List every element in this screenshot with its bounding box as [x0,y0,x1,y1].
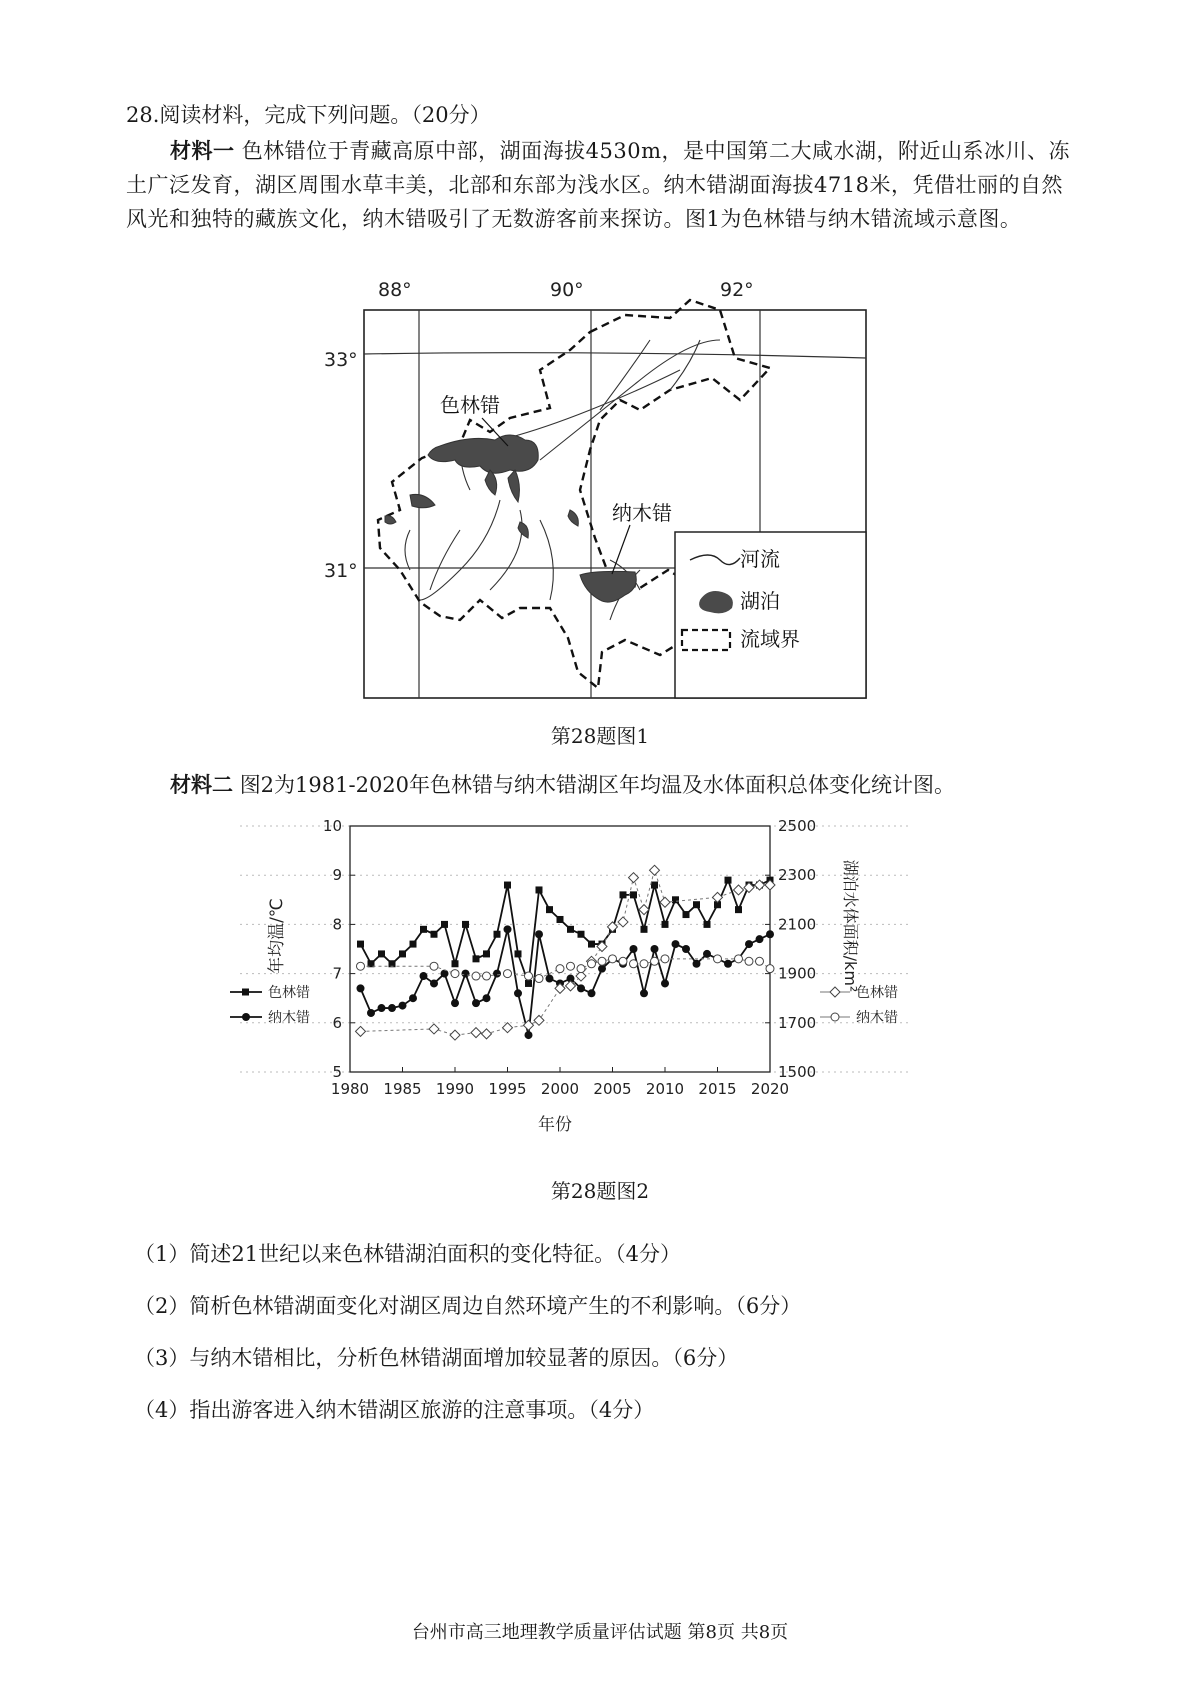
data-point-square [693,901,700,908]
data-point-circle [430,979,438,987]
data-point-circle [682,945,690,953]
data-point-circle [745,940,753,948]
data-point-open-circle [577,965,585,973]
data-point-circle [703,950,711,958]
data-point-circle [756,935,764,943]
data-point-circle [399,1002,407,1010]
data-point-circle [651,945,659,953]
data-point-open-circle [651,957,659,965]
data-point-square [620,891,627,898]
data-point-square [588,941,595,948]
data-point-circle [493,970,501,978]
data-point-square [536,886,543,893]
data-point-open-circle [567,962,575,970]
material-two [170,768,955,802]
data-point-square [630,891,637,898]
data-point-square [515,950,522,957]
data-point-diamond [629,873,639,883]
legend-boundary-label: 流域界 [740,627,800,651]
data-point-diamond [534,1015,544,1025]
data-point-circle [724,960,732,968]
y-right-tick-label: 1500 [778,1063,817,1081]
data-point-circle [504,925,512,933]
data-point-open-circle [714,955,722,963]
lon-label-88: 88° [378,279,412,301]
data-point-square [431,931,438,938]
y-left-tick-label: 10 [322,817,342,835]
data-point-circle [483,994,491,1002]
question-3: （3）与纳木错相比，分析色林错湖面增加较显著的原因。（6分） [134,1346,739,1370]
data-point-open-circle [483,972,491,980]
lake1-label: 色林错 [440,393,500,417]
material-one [126,134,1076,236]
question-4: （4）指出游客进入纳木错湖区旅游的注意事项。（4分） [134,1398,655,1422]
data-point-square [546,906,553,913]
data-point-circle [514,989,522,997]
data-point-diamond [429,1024,439,1034]
data-point-square [651,882,658,889]
x-tick-label: 2005 [593,1080,632,1098]
data-point-square [441,921,448,928]
x-tick-label: 1995 [488,1080,527,1098]
data-point-circle [525,1031,533,1039]
data-point-square [357,941,364,948]
data-point-circle [693,960,701,968]
data-point-open-circle [756,957,764,965]
data-point-diamond [618,917,628,927]
data-point-open-circle [745,957,753,965]
x-tick-label: 2020 [750,1080,790,1098]
question-1: （1）简述21世纪以来色林错湖泊面积的变化特征。（4分） [134,1242,681,1266]
data-point-circle [630,945,638,953]
data-point-open-circle [535,975,543,983]
data-point-circle [672,940,680,948]
data-point-open-circle [640,960,648,968]
series-line-1 [361,929,771,1035]
material-two-label: 材料二 [170,772,233,797]
legend-lake-label: 湖泊 [740,589,780,613]
data-point-circle [451,999,459,1007]
question-title: 28.阅读材料，完成下列问题。（20分） [126,103,491,127]
data-point-diamond [450,1030,460,1040]
lake2-label: 纳木错 [612,501,672,525]
data-point-circle [535,930,543,938]
legend-left-marker-1 [242,989,249,996]
data-point-diamond [650,865,660,875]
material-one-label: 材料一 [170,138,235,163]
lat-label-33: 33° [324,349,358,371]
y-right-tick-label: 2500 [778,817,817,835]
data-point-open-circle [556,965,564,973]
y-right-tick-label: 2300 [778,866,817,885]
legend-left-marker-2 [242,1013,250,1021]
y-left-tick-label: 5 [332,1063,342,1081]
data-point-circle [388,1004,396,1012]
x-tick-label: 2010 [645,1080,685,1098]
data-point-square [662,921,669,928]
rivers [405,340,720,620]
data-point-square [567,926,574,933]
data-point-open-circle [451,970,459,978]
temperature-area-chart [220,812,980,1172]
legend-right-marker-2 [831,1013,839,1021]
data-point-open-circle [525,972,533,980]
legend-right-label-2: 纳木错 [856,1010,898,1026]
data-point-circle [420,972,428,980]
data-point-open-circle [504,970,512,978]
y-right-axis-title: 湖泊水体面积/km² [841,859,860,993]
page-footer: 台州市高三地理教学质量评估试题 第8页 共8页 [411,1622,789,1643]
x-tick-label: 2000 [540,1080,580,1098]
lon-label-90: 90° [550,279,584,301]
data-point-diamond [660,897,670,907]
data-point-circle [598,965,606,973]
y-left-tick-label: 7 [332,964,342,983]
legend-river-label: 河流 [740,547,780,571]
data-point-open-circle [661,955,669,963]
data-point-open-circle [430,962,438,970]
data-point-square [399,950,406,957]
data-point-circle [588,989,596,997]
x-tick-label: 1980 [330,1080,370,1098]
x-tick-label: 1985 [383,1080,422,1098]
data-point-open-circle [619,957,627,965]
data-point-square [483,950,490,957]
map-legend [675,532,866,698]
data-point-square [557,916,564,923]
legend-left-label-1: 色林错 [268,985,310,1001]
legend-right-marker-1 [830,987,840,997]
material-one-text: 色林错位于青藏高原中部，湖面海拔4530m，是中国第二大咸水湖，附近山系冰川、冻土广泛发育，湖区周围水草丰美，北部和东部为浅水区。纳木错湖面海拔4718米，凭借壮丽的自然风光和独特的藏族文化，纳木错吸引了无数游客前来探访。图1为色林错与纳木错流域示意图。 [126,139,1071,231]
data-point-circle [357,984,365,992]
data-point-diamond [713,892,723,902]
x-tick-label: 2015 [698,1080,737,1098]
data-point-square [683,911,690,918]
data-point-square [378,950,385,957]
data-point-diamond [482,1029,492,1039]
data-point-circle [409,994,417,1002]
data-point-circle [462,970,470,978]
data-point-circle [661,979,669,987]
data-point-square [473,955,480,962]
data-point-circle [640,989,648,997]
x-axis-title: 年份 [538,1115,572,1135]
data-point-circle [441,970,449,978]
data-point-square [494,931,501,938]
y-left-tick-label: 6 [332,1013,342,1032]
lat-label-31: 31° [324,560,358,582]
data-point-square [462,921,469,928]
question-2: （2）简析色林错湖面变化对湖区周边自然环境产生的不利影响。（6分） [134,1294,802,1318]
data-point-open-circle [630,960,638,968]
lon-label-92: 92° [720,279,754,301]
data-point-circle [367,1009,375,1017]
data-point-open-circle [472,972,480,980]
lakes [385,435,636,602]
data-point-diamond [471,1028,481,1038]
data-point-circle [472,999,480,1007]
y-right-tick-label: 1700 [778,1013,817,1032]
y-left-axis-title: 年均温/℃ [267,898,287,974]
data-point-open-circle [735,955,743,963]
data-point-square [704,921,711,928]
data-point-open-circle [588,960,596,968]
data-point-square [525,980,532,987]
data-point-circle [766,930,774,938]
data-point-square [504,882,511,889]
data-point-square [410,941,417,948]
data-point-diamond [503,1023,513,1033]
y-left-tick-label: 8 [332,915,342,934]
y-right-tick-label: 2100 [778,915,817,934]
legend-left-label-2: 纳木错 [268,1010,310,1026]
y-left-tick-label: 9 [332,866,342,885]
data-point-square [578,931,585,938]
data-point-circle [546,975,554,983]
figure2-caption: 第28题图2 [550,1179,650,1203]
data-point-diamond [734,885,744,895]
basin-map [324,270,880,710]
data-point-square [641,926,648,933]
data-point-circle [378,1004,386,1012]
data-point-square [735,906,742,913]
data-point-open-circle [357,962,365,970]
data-point-square [725,877,732,884]
data-point-square [672,896,679,903]
plot-frame [350,826,770,1072]
data-point-circle [577,984,585,992]
data-point-open-circle [609,955,617,963]
figure1-caption: 第28题图1 [550,724,650,748]
data-point-square [452,960,459,967]
y-right-tick-label: 1900 [778,964,817,983]
data-point-open-circle [766,965,774,973]
material-two-text: 图2为1981-2020年色林错与纳木错湖区年均温及水体面积总体变化统计图。 [239,773,956,797]
data-point-open-circle [598,957,606,965]
data-point-diamond [356,1026,366,1036]
x-tick-label: 1990 [435,1080,475,1098]
data-point-square [420,926,427,933]
legend-right-label-1: 色林错 [856,985,898,1001]
